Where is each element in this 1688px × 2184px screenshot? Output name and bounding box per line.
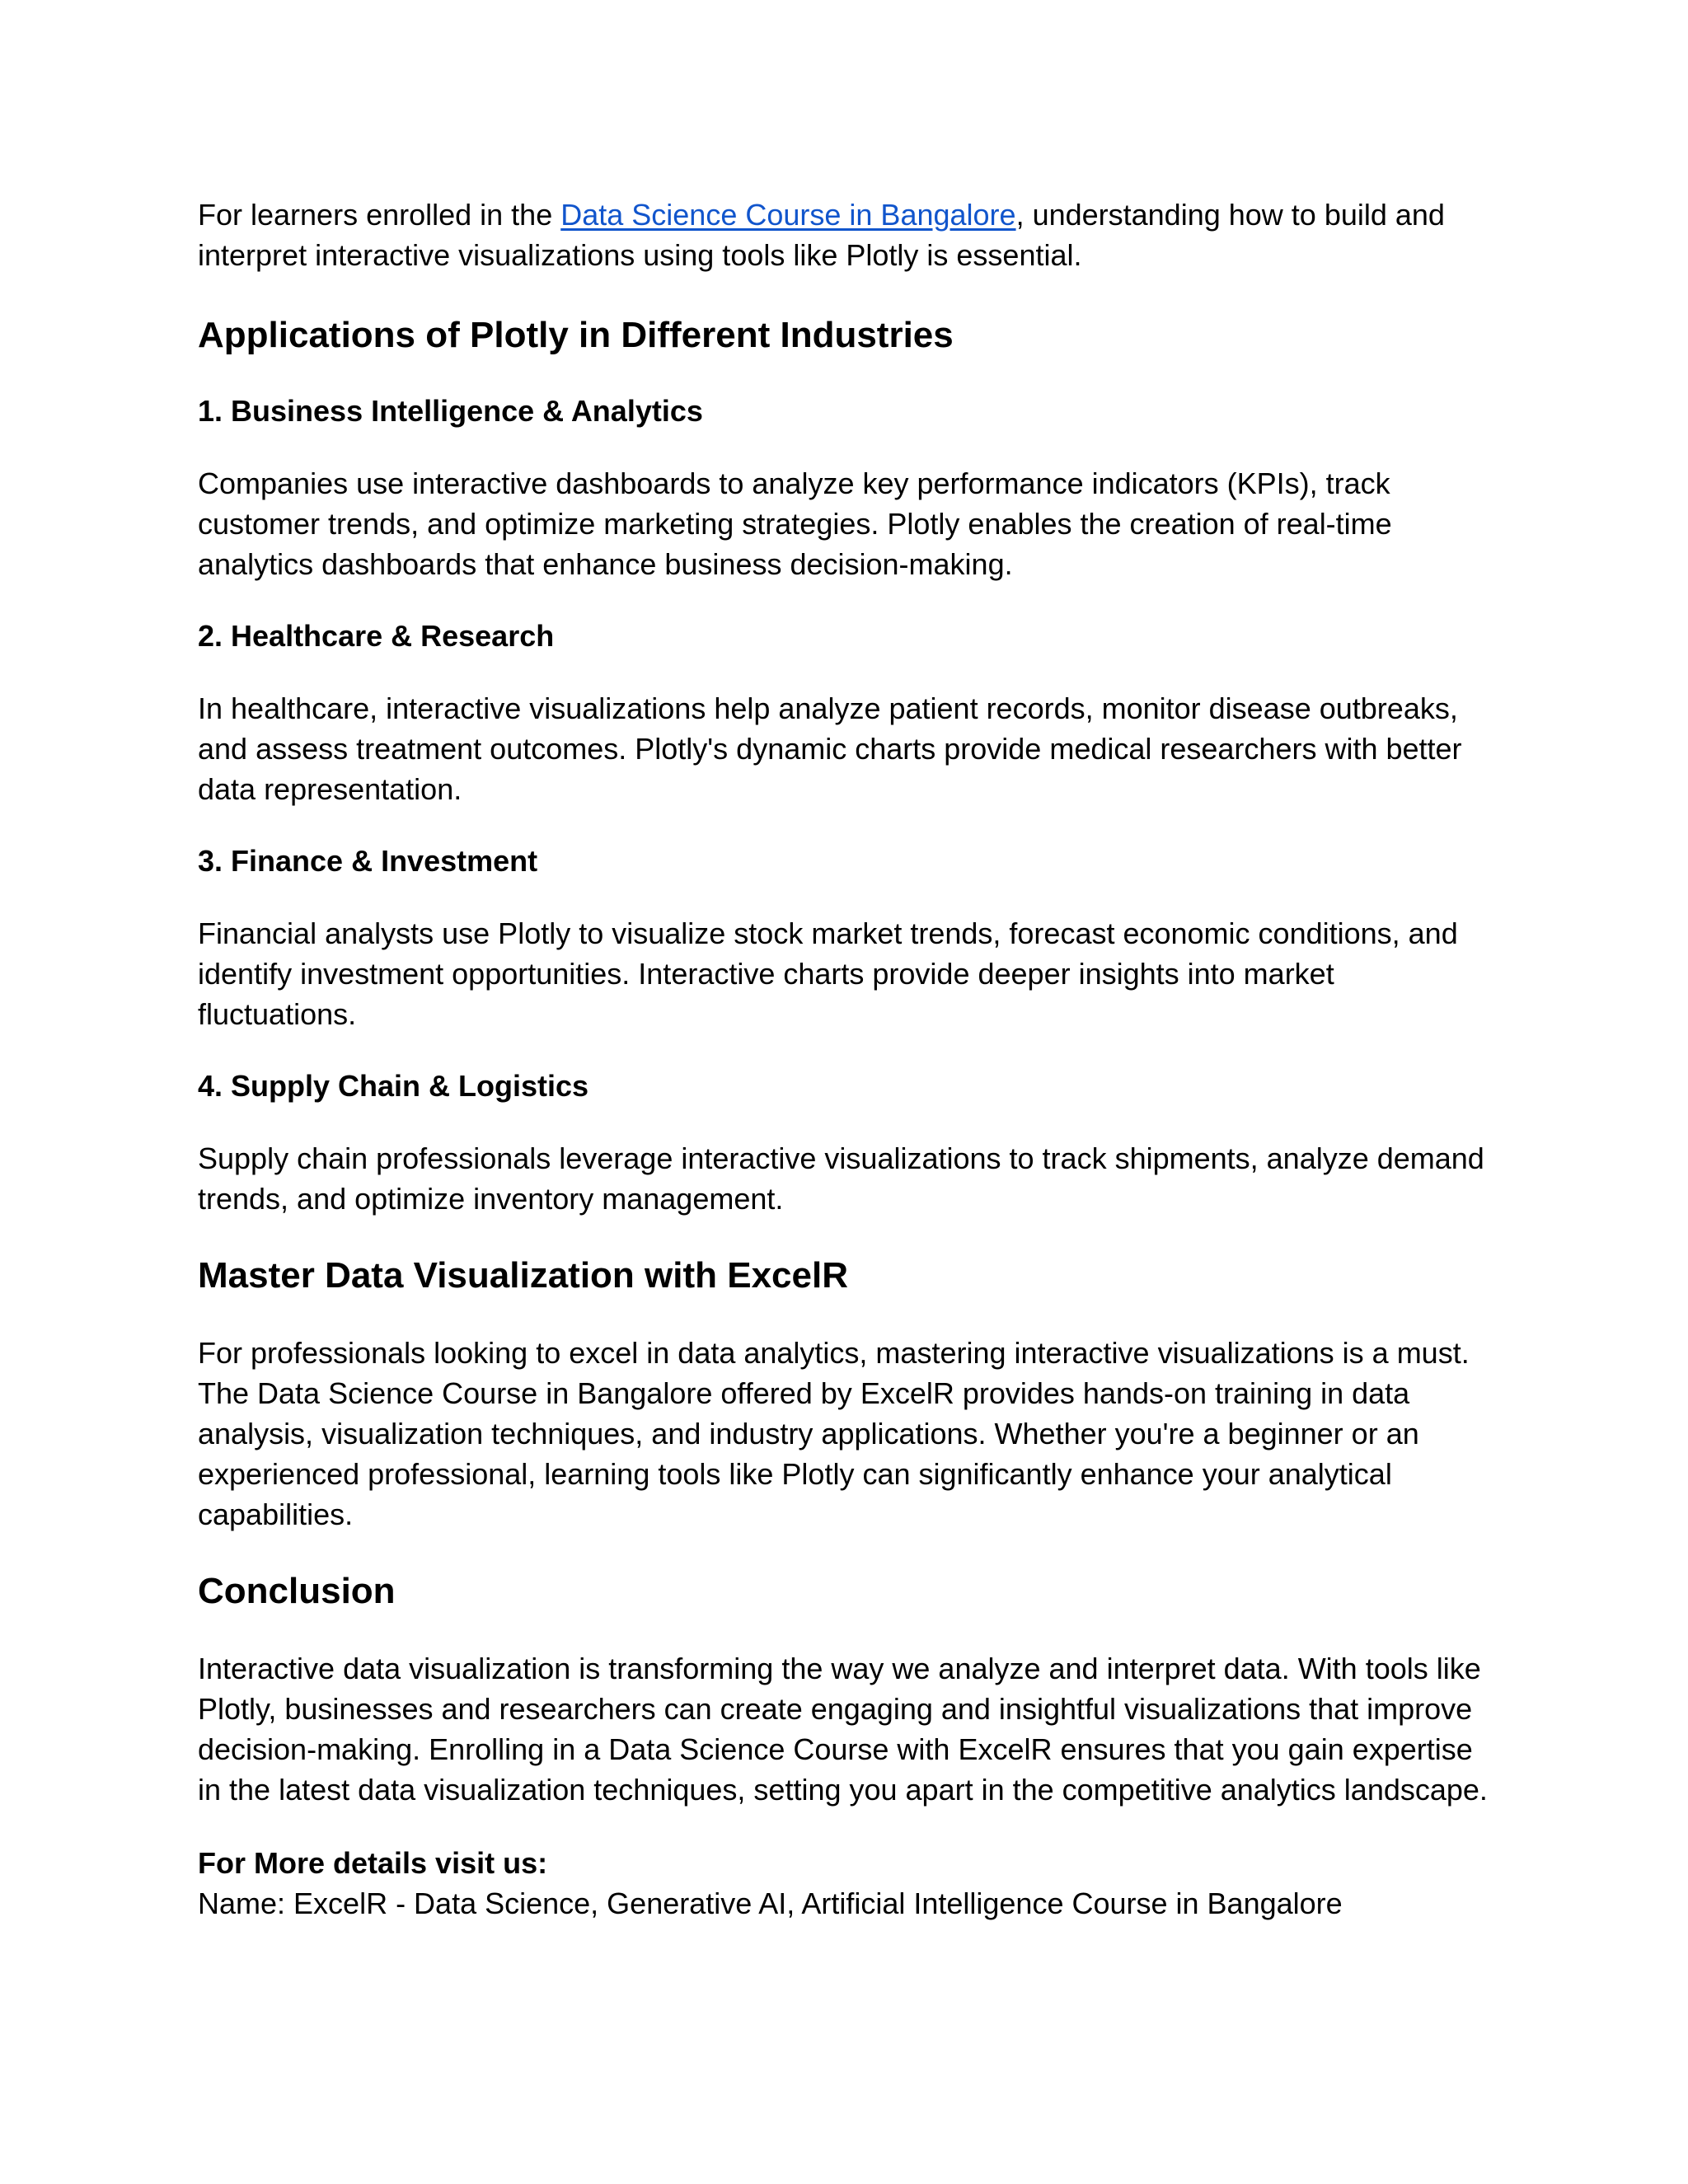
- footer-label: For More details visit us:: [198, 1846, 548, 1880]
- intro-paragraph: [198, 194, 1500, 275]
- conclusion-paragraph: Interactive data visualization is transforming the way we analyze and interpret data. With tools like Plotly, businesses and researchers can create engaging and insightful visualizations that improve decision-making. Enrolling in a Data Science Course with ExcelR ensures that you gain expertise in the latest data visualization techniques, setting you apart in the competitive analytics landscape.: [198, 1652, 1488, 1807]
- finance-paragraph: Financial analysts use Plotly to visualize stock market trends, forecast economic conditions, and identify investment opportunities. Interactive charts provide deeper insights into market fluctuations.: [198, 916, 1458, 1031]
- footer-name-line: Name: ExcelR - Data Science, Generative AI, Artificial Intelligence Course in Bangalore: [198, 1886, 1343, 1920]
- healthcare-paragraph: In healthcare, interactive visualizations help analyze patient records, monitor disease outbreaks, and assess treatment outcomes. Plotly's dynamic charts provide medical researchers with better data representation.: [198, 691, 1462, 806]
- supply-chain-paragraph: Supply chain professionals leverage interactive visualizations to track shipments, analyze demand trends, and optimize inventory management.: [198, 1141, 1484, 1216]
- intro-text-after-link: , understanding how to build and interpret interactive visualizations using tools like Plotly is essential.: [198, 198, 1445, 272]
- conclusion-heading: Conclusion: [198, 1571, 396, 1611]
- business-intelligence-heading: 1. Business Intelligence & Analytics: [198, 394, 703, 428]
- data-science-course-link[interactable]: Data Science Course in Bangalore: [560, 198, 1016, 232]
- healthcare-heading: 2. Healthcare & Research: [198, 619, 555, 653]
- applications-heading: Applications of Plotly in Different Industries: [198, 315, 954, 355]
- master-heading: Master Data Visualization with ExcelR: [198, 1255, 848, 1296]
- supply-chain-heading: 4. Supply Chain & Logistics: [198, 1069, 589, 1103]
- master-paragraph: For professionals looking to excel in data analytics, mastering interactive visualizations is a must. The Data Science Course in Bangalore offered by ExcelR provides hands-on training in data analysis, visualization techniques, and industry applications. Whether you're a beginner or an experienced professional, learning tools like Plotly can significantly enhance your analytical capabilities.: [198, 1336, 1470, 1531]
- business-intelligence-paragraph: Companies use interactive dashboards to analyze key performance indicators (KPIs), track customer trends, and optimize marketing strategies. Plotly enables the creation of real-time analytics dashboards that enhance business decision-making.: [198, 466, 1392, 581]
- finance-heading: 3. Finance & Investment: [198, 844, 538, 878]
- intro-text-before-link: For learners enrolled in the: [198, 198, 561, 232]
- document-page: [198, 194, 1500, 1924]
